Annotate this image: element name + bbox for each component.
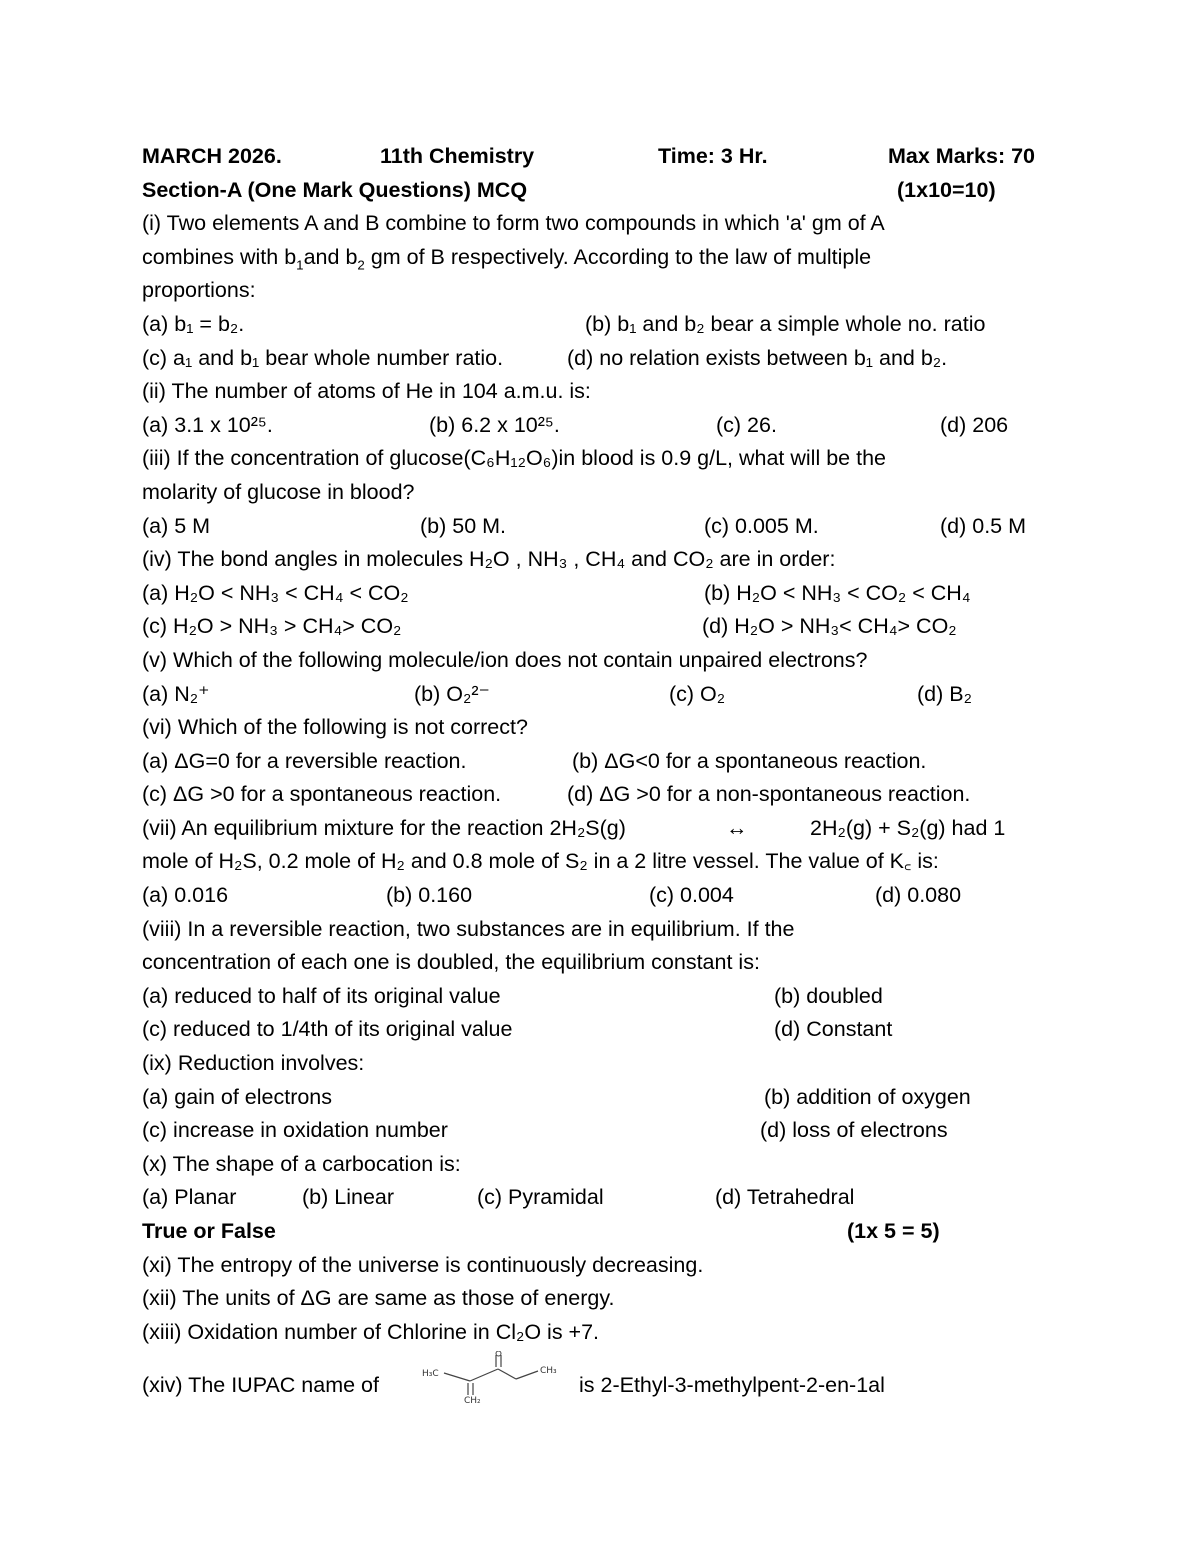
q9-options-row-1 [142,1081,1072,1115]
q4-option-a: (a) H₂O < NH₃ < CH₄ < CO₂ [142,580,409,605]
question-11: (xi) The entropy of the universe is continuously decreasing. [142,1252,704,1277]
q5-option-c: (c) O₂ [669,681,726,706]
q6-options-row-2 [142,778,1072,812]
q1-text-part: gm of B respectively. According to the law of multiple [364,244,872,269]
skeletal-structure-image [412,1351,572,1411]
q8-options-row-1 [142,980,1072,1014]
max-marks: Max Marks: 70 [888,144,1035,168]
q3-options [142,510,1072,544]
q14-suffix: is 2-Ethyl-3-methylpent-2-en-1al [579,1373,885,1398]
section-a-marks: (1x10=10) [897,177,996,202]
q2-option-c: (c) 26. [716,412,777,437]
q9-option-d: (d) loss of electrons [760,1118,948,1143]
question-3-line-2: molarity of glucose in blood? [142,479,415,504]
q2-options [142,409,1072,443]
question-12: (xii) The units of ΔG are same as those of energy. [142,1286,615,1311]
true-false-heading [142,1215,1072,1249]
q8-option-b: (b) doubled [774,983,883,1008]
q8-option-d: (d) Constant [774,1017,893,1042]
question-13: (xiii) Oxidation number of Chlorine in Cl₂O is +7. [142,1319,600,1344]
q4-option-b: (b) H₂O < NH₃ < CO₂ < CH₄ [704,580,971,605]
true-false-marks: (1x 5 = 5) [847,1219,940,1243]
section-a-heading [142,174,1072,208]
q8-option-a: (a) reduced to half of its original value [142,983,501,1008]
q9-option-a: (a) gain of electrons [142,1084,333,1109]
question-8-line-2: concentration of each one is doubled, the equilibrium constant is: [142,950,760,975]
label-ch2: CH₂ [464,1396,481,1407]
q3-option-a: (a) 5 M [142,513,211,538]
q9-option-b: (b) addition of oxygen [764,1084,971,1109]
q7-option-c: (c) 0.004 [649,883,734,908]
question-4: (iv) The bond angles in molecules H₂O , NH₃ , CH₄ and CO₂ are in order: [142,547,836,572]
q8-option-c: (c) reduced to 1/4th of its original value [142,1017,513,1042]
q7-reaction-left: (vii) An equilibrium mixture for the reaction 2H₂S(g) [142,815,626,840]
q6-option-a: (a) ΔG=0 for a reversible reaction. [142,748,467,773]
q1-text-part: combines with [142,244,285,269]
bond-3 [498,1369,516,1379]
q4-options-row-2 [142,610,1072,644]
q6-option-c: (c) ΔG >0 for a spontaneous reaction. [142,782,502,807]
q5-option-b: (b) O₂²⁻ [414,681,490,706]
question-2: (ii) The number of atoms of He in 104 a.m.u. is: [142,379,591,404]
q2-option-d: (d) 206 [940,412,1009,437]
question-1-line-2: combines with $b_1and$ $b_2$ gm of B respectively. According to the law of multiple [142,244,872,273]
reversible-arrow-icon: ↔ [726,815,748,840]
q2-option-a: (a) 3.1 x 10²⁵. [142,412,273,437]
exam-time: Time: 3 Hr. [658,144,768,168]
question-1-line-3: proportions: [142,278,256,303]
label-h3c: H₃C [422,1369,439,1380]
question-6: (vi) Which of the following is not correct? [142,715,528,740]
q10-option-b: (b) Linear [302,1185,395,1210]
q10-option-c: (c) Pyramidal [477,1185,604,1210]
label-ch3: CH₃ [540,1366,557,1377]
q1-text-part: and [303,244,346,269]
q7-options [142,879,1072,913]
q1-option-b: (b) b₁ and b₂ bear a simple whole no. ratio [585,311,986,336]
subject: 11th Chemistry [380,144,535,168]
q14-prefix: (xiv) The IUPAC name of [142,1373,379,1398]
q7-option-a: (a) 0.016 [142,883,229,908]
true-false-title: True or False [142,1219,276,1243]
q6-option-d: (d) ΔG >0 for a non-spontaneous reaction. [567,782,971,807]
q3-option-b: (b) 50 M. [420,513,507,538]
q7-option-d: (d) 0.080 [875,883,962,908]
q10-options [142,1181,1072,1215]
bond-2 [470,1369,498,1381]
question-7-line-2: mole of H₂S, 0.2 mole of H₂ and 0.8 mole of S₂ in a 2 litre vessel. The value of K꜀ is: [142,849,939,874]
q9-option-c: (c) increase in oxidation number [142,1118,448,1143]
q3-option-d: (d) 0.5 M [940,513,1027,538]
bond-4 [516,1371,538,1379]
q5-option-a: (a) N₂⁺ [142,681,210,706]
question-9: (ix) Reduction involves: [142,1051,365,1076]
molecule-structure [412,1351,572,1411]
question-1: (i) Two elements A and B combine to form two compounds in which 'a' gm of A [142,211,885,236]
q9-options-row-2 [142,1114,1072,1148]
q1-option-d: (d) no relation exists between b₁ and b₂. [567,345,948,370]
q4-option-d: (d) H₂O > NH₃< CH₄> CO₂ [702,614,957,639]
header-row [142,140,1072,174]
question-5: (v) Which of the following molecule/ion does not contain unpaired electrons? [142,647,868,672]
question-3: (iii) If the concentration of glucose(C₆H₁₂O₆)in blood is 0.9 g/L, what will be the [142,446,886,471]
q4-options-row-1 [142,577,1072,611]
q5-option-d: (d) B₂ [917,681,972,706]
question-7 [142,812,1072,846]
q1-options-row-1 [142,308,1072,342]
q6-options-row-1 [142,745,1072,779]
section-a-title: Section-A (One Mark Questions) MCQ [142,177,528,202]
q7-option-b: (b) 0.160 [386,883,473,908]
q8-options-row-2 [142,1013,1072,1047]
q6-option-b: (b) ΔG<0 for a spontaneous reaction. [572,748,927,773]
q1-option-c: (c) a₁ and b₁ bear whole number ratio. [142,345,504,370]
q7-reaction-right: 2H₂(g) + S₂(g) had 1 [810,815,1006,840]
q1-options-row-2 [142,342,1072,376]
exam-date: MARCH 2026. [142,144,282,168]
question-14 [142,1353,1072,1417]
q10-option-d: (d) Tetrahedral [715,1185,855,1210]
q4-option-c: (c) H₂O > NH₃ > CH₄> CO₂ [142,614,402,639]
question-10: (x) The shape of a carbocation is: [142,1151,461,1176]
oxygen-atom [496,1351,501,1356]
q1-option-a: (a) b₁ = b₂. [142,311,245,336]
question-8: (viii) In a reversible reaction, two substances are in equilibrium. If the [142,916,795,941]
bond-1 [444,1373,470,1381]
q10-option-a: (a) Planar [142,1185,237,1210]
q5-options [142,678,1072,712]
q2-option-b: (b) 6.2 x 10²⁵. [429,412,560,437]
q3-option-c: (c) 0.005 M. [704,513,819,538]
question-paper [142,140,1072,1417]
